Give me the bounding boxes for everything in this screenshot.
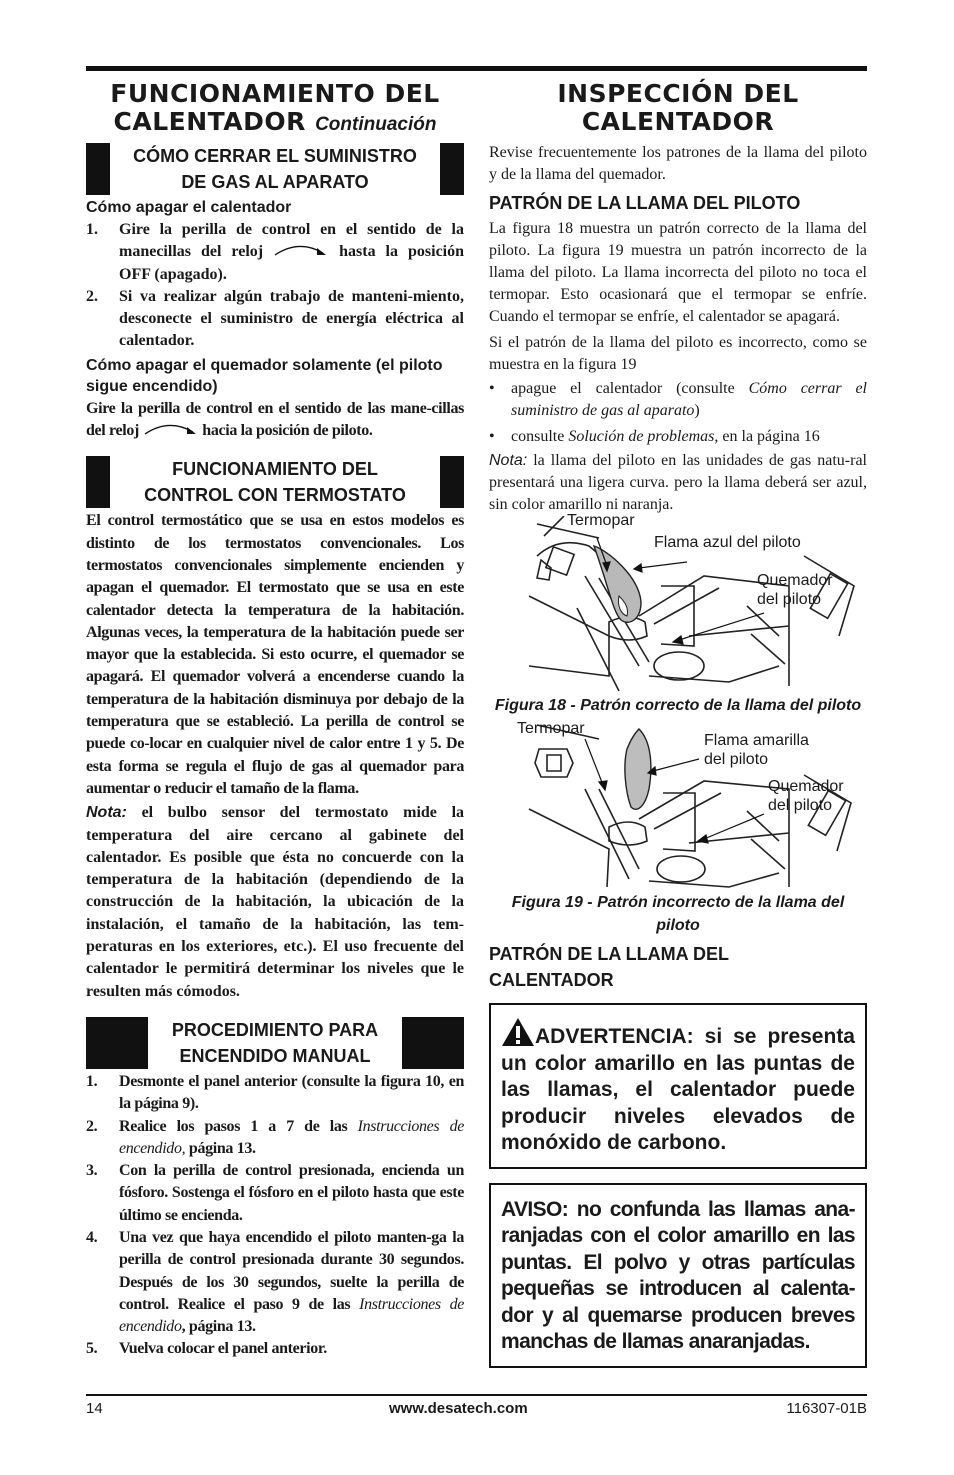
title-line2: CALENTADOR — [113, 107, 306, 136]
step-number: 3. — [86, 1162, 98, 1180]
label-flama-amarilla — [704, 731, 809, 769]
step-text: , página 13. — [181, 1318, 256, 1336]
header-line: FUNCIONAMIENTO DEL — [172, 459, 378, 480]
text: hacia la posición de piloto. — [202, 422, 373, 440]
header-line: ENCENDIDO MANUAL — [179, 1045, 371, 1066]
list-item — [86, 1160, 464, 1227]
label-line: del piloto — [704, 751, 769, 768]
step-text: página 13. — [185, 1139, 256, 1157]
list-item — [86, 1116, 464, 1161]
notice-box — [489, 1183, 867, 1368]
header-block-left — [86, 143, 110, 195]
document-code: 116307-01B — [786, 1400, 867, 1417]
piloto-bullets — [489, 378, 867, 448]
section-title-funcionamiento — [86, 80, 464, 139]
left-column — [86, 80, 464, 1361]
label-termopar: Termopar — [567, 512, 635, 529]
header-termostato — [86, 456, 464, 508]
footer-url: www.desatech.com — [389, 1400, 528, 1417]
step-text: hasta la posición OFF (apagado). — [119, 243, 465, 283]
label-line: Quemador — [757, 572, 833, 589]
clockwise-arrow-icon — [143, 421, 199, 437]
header-encendido-manual — [86, 1017, 464, 1069]
header-line: DE GAS AL APARATO — [181, 172, 369, 192]
intro-text: Revise frecuentemente los patrones de la llama del piloto y de la llama del quemador. — [489, 144, 867, 183]
nota-label: Nota: — [86, 804, 127, 822]
text: apague el calentador (consulte — [511, 380, 749, 397]
footer — [86, 1394, 867, 1422]
step-text: Gire la perilla de control en el sentido de la manecillas del reloj — [119, 221, 464, 261]
subhead-apagar: Cómo apagar el calentador — [86, 199, 292, 216]
step-number: 2. — [86, 1117, 98, 1135]
text: consulte — [511, 428, 569, 445]
step-number: 2. — [86, 287, 98, 305]
list-item — [489, 378, 867, 422]
header-line: PATRÓN DE LA LLAMA DEL — [489, 944, 729, 964]
list-item — [86, 286, 464, 353]
label-line: Quemador — [768, 778, 844, 795]
piloto-text-2: Si el patrón de la llama del piloto es incorrecto, como se muestra en la figura 19 — [489, 334, 867, 373]
label-quemador — [757, 571, 833, 609]
header-line: CONTROL CON TERMOSTATO — [144, 485, 406, 506]
list-item — [86, 1338, 464, 1360]
label-line: del piloto — [757, 591, 822, 608]
list-item — [489, 426, 867, 448]
title-line1: INSPECCIÓN DEL — [557, 79, 799, 108]
header-block-right — [402, 1017, 464, 1069]
header-block-right — [440, 143, 464, 195]
bullet-glyph: • — [489, 380, 495, 397]
step-text: Realice los pasos 1 a 7 de las — [119, 1117, 358, 1135]
caption-figure-19: Figura 19 - Patrón incorrecto de la llama del piloto — [511, 894, 845, 934]
clockwise-arrow-icon — [273, 242, 329, 258]
warning-text — [501, 1017, 855, 1157]
termostato-text: El control termostático que se usa en estos modelos es distinto de los termostatos convencionales. Los termostatos convencionales simplemente encienden y apagan el quemador. El termostato que se usa en este calentador detecta la temperatura de la habitación. Algunas veces, la temperatura de la habitación puede ser mayor que la establecida. Si esto ocurre, el quemador se apagará. El quemador volverá a encenderse cuando la temperatura de la habitación disminuya por debajo de la temperatura que se estableció. La perilla de control se puede co-locar en cualquier nivel de calor entre 1 y 5. De esta forma se regula el flujo de gas al quemador para aumentar o reducir el tamaño de la flama. — [86, 512, 464, 797]
step-text: Si va realizar algún trabajo de manteni-miento, desconecte el suministro de energía eléctrica al calentador. — [119, 287, 464, 350]
step-text: Una vez que haya encendido el piloto manten-ga la perilla de control presionada durante 30 segundos. Después de los 30 segundos, suelte la perilla de control. Realice el paso 9 de las — [119, 1228, 464, 1313]
step-italic: Instrucciones de encendido, — [119, 1117, 464, 1157]
step-number: 1. — [86, 221, 98, 238]
step-number: 1. — [86, 1072, 98, 1090]
warning-triangle-icon — [501, 1017, 535, 1047]
piloto-text-1: La figura 18 muestra un patrón correcto de la llama del piloto. La figura 19 muestra un patrón incorrecto de la llama del piloto. La llama incorrecta del piloto no toca el termopar. Esto ocasionará que el termopar se enfríe. Cuando el termopar se enfríe, el calentador se apagará. — [489, 220, 867, 325]
text-italic: Solución de problemas — [568, 428, 715, 445]
label-termopar: Termopar — [517, 720, 585, 737]
aviso-text: AVISO: no confunda las llamas ana-ranjadas con el color amarillo en las puntas. El polvo y otras partículas pequeñas se introducen al calenta-dor y al quemarse producen breves manchas de llamas anaranjadas. — [501, 1197, 855, 1353]
header-line: PROCEDIMIENTO PARA — [171, 1019, 379, 1040]
quemador-text — [86, 398, 464, 443]
caption-figure-18: Figura 18 - Patrón correcto de la llama del piloto — [494, 697, 862, 714]
header-block-left — [86, 456, 110, 508]
label-flama-azul: Flama azul del piloto — [654, 534, 801, 551]
label-line: Flama amarilla — [704, 732, 809, 749]
header-block-right — [440, 456, 464, 508]
subhead-patron-piloto: PATRÓN DE LA LLAMA DEL PILOTO — [489, 193, 801, 213]
nota-text: el bulbo sensor del termostato mide la temperatura del aire cercano al gabinete del calentador. Es posible que ésta no concuerde con la temperatura de la habitación (dependiendo de la construcción de la habitación, la ubicación de la instalación, el tamaño de la habitación, las tem-peraturas en los exteriores, etc.). El uso frecuente del calentador le permitirá determinar los niveles que le resulten más cómodos. — [86, 804, 465, 1000]
step-number: 5. — [86, 1340, 98, 1358]
step-text: Vuelva colocar el panel anterior. — [119, 1340, 327, 1358]
header-line: CALENTADOR — [489, 970, 614, 990]
nota-text: la llama del piloto en las unidades de gas natu-ral presentará una ligera curva. pero la llama deberá ser azul, sin color amarillo ni naranja. — [489, 452, 867, 513]
list-item — [86, 1071, 464, 1116]
step-italic: Instrucciones de encendido — [119, 1295, 464, 1336]
label-quemador — [768, 777, 844, 815]
text: , en la página 16 — [714, 428, 820, 445]
text: Gire la perilla de control en el sentido de las mane-cillas del reloj — [86, 399, 464, 440]
bullet-glyph: • — [489, 428, 495, 445]
piloto-nota — [489, 450, 867, 516]
title-line1: FUNCIONAMIENTO DEL — [110, 79, 440, 108]
section-title-inspeccion — [489, 80, 867, 136]
step-text: Con la perilla de control presionada, encienda un fósforo. Sostenga el fósforo en el piloto hasta que este último se encienda. — [119, 1162, 464, 1224]
figure-18 — [489, 512, 867, 694]
step-number: 4. — [86, 1228, 98, 1246]
list-item — [86, 1227, 464, 1338]
header-block-left — [86, 1017, 148, 1069]
subhead-quemador: Cómo apagar el quemador solamente (el piloto sigue encendido) — [86, 356, 443, 395]
top-rule — [86, 66, 867, 71]
nota-label: Nota: — [489, 452, 528, 469]
figure-19 — [489, 719, 867, 891]
warning-box — [489, 1003, 867, 1169]
manual-steps — [86, 1071, 464, 1361]
list-item — [86, 219, 464, 286]
subhead-patron-calentador — [489, 941, 867, 993]
advertencia-text: ADVERTENCIA: si se presenta un color amarillo en las puntas de las llamas, el calentador puede producir niveles elevados de monóxido de carbono. — [501, 1025, 855, 1154]
header-line: CÓMO CERRAR EL SUMINISTRO — [133, 146, 417, 166]
header-cerrar-suministro — [86, 143, 464, 195]
label-line: del piloto — [768, 797, 833, 814]
title-continuation: Continuación — [315, 114, 437, 135]
step-text: Desmonte el panel anterior (consulte la figura 10, en la página 9). — [119, 1072, 464, 1113]
text-italic: Cómo cerrar el suministro de gas al aparato — [511, 380, 868, 419]
right-column — [489, 80, 867, 1368]
title-line2: CALENTADOR — [581, 107, 775, 136]
text: ) — [694, 402, 700, 419]
termostato-nota — [86, 802, 464, 1003]
page-number: 14 — [86, 1400, 103, 1417]
apagar-steps — [86, 219, 464, 353]
